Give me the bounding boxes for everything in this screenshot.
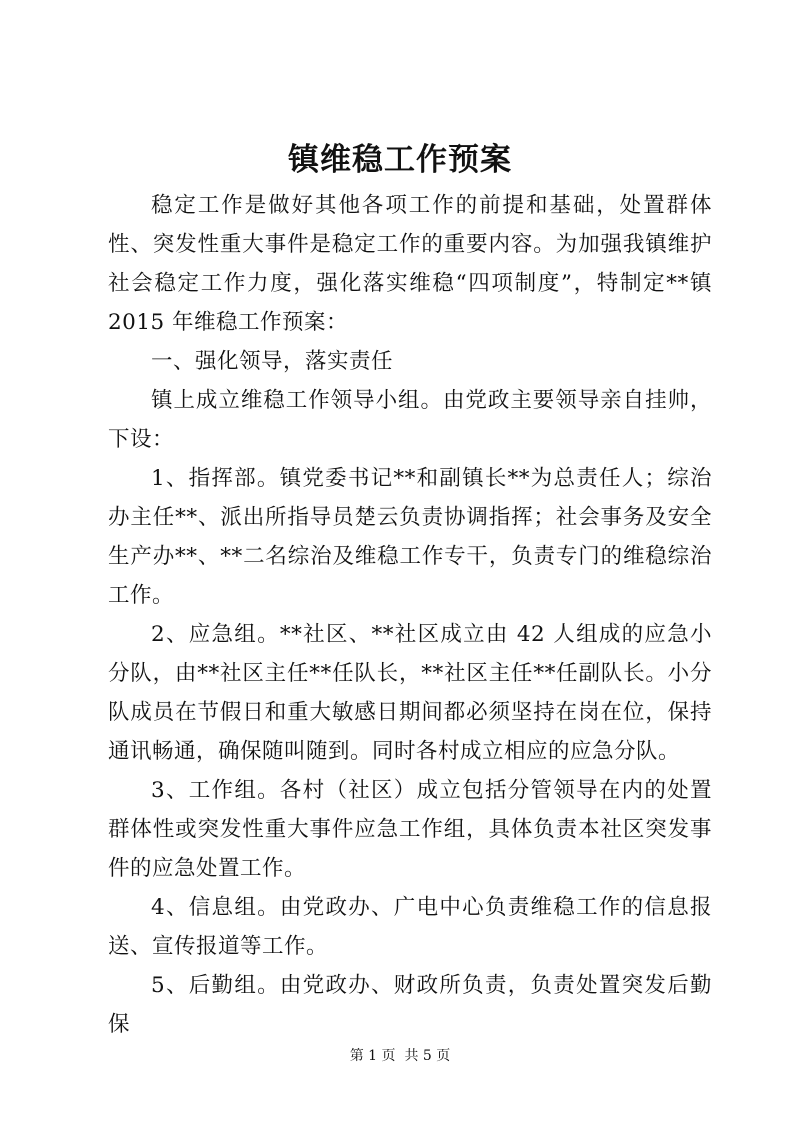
page-title: 镇维稳工作预案 — [288, 142, 512, 178]
page-number — [0, 1046, 800, 1066]
paragraph-information: 4、信息组。由党政办、广电中心负责维稳工作的信息报送、宣传报道等工作。 — [108, 895, 712, 959]
paragraph-leadership: 镇上成立维稳工作领导小组。由党政主要领导亲自挂帅，下设： — [108, 388, 712, 452]
paragraph-intro: 稳定工作是做好其他各项工作的前提和基础，处置群体性、突发性重大事件是稳定工作的重要内容。为加强我镇维护社会稳定工作力度，强化落实维稳“四项制度”，特制定**镇 2015 年维稳工作预案： — [108, 193, 712, 335]
paragraph-command: 1、指挥部。镇党委书记**和副镇长**为总责任人；综治办主任**、派出所指导员楚云负责协调指挥；社会事务及安全生产办**、**二名综治及维稳工作专干，负责专门的维稳综治工作。 — [108, 466, 712, 608]
document-body — [108, 186, 712, 1044]
page-number-label: 第 1 页 共 5 页 — [349, 1048, 451, 1064]
section-heading: 一、强化领导，落实责任 — [151, 349, 394, 374]
paragraph-emergency: 2、应急组。**社区、**社区成立由 42 人组成的应急小分队，由**社区主任**任队长，**社区主任**任副队长。小分队成员在节假日和重大敏感日期间都必须坚持在岗在位，保持通讯畅通，确保随叫随到。同时各村成立相应的应急分队。 — [108, 622, 712, 764]
paragraph-logistics: 5、后勤组。由党政办、财政所负责，负责处置突发后勤保 — [108, 973, 712, 1037]
paragraph-working-group: 3、工作组。各村（社区）成立包括分管领导在内的处置群体性或突发性重大事件应急工作组，具体负责本社区突发事件的应急处置工作。 — [108, 778, 712, 881]
